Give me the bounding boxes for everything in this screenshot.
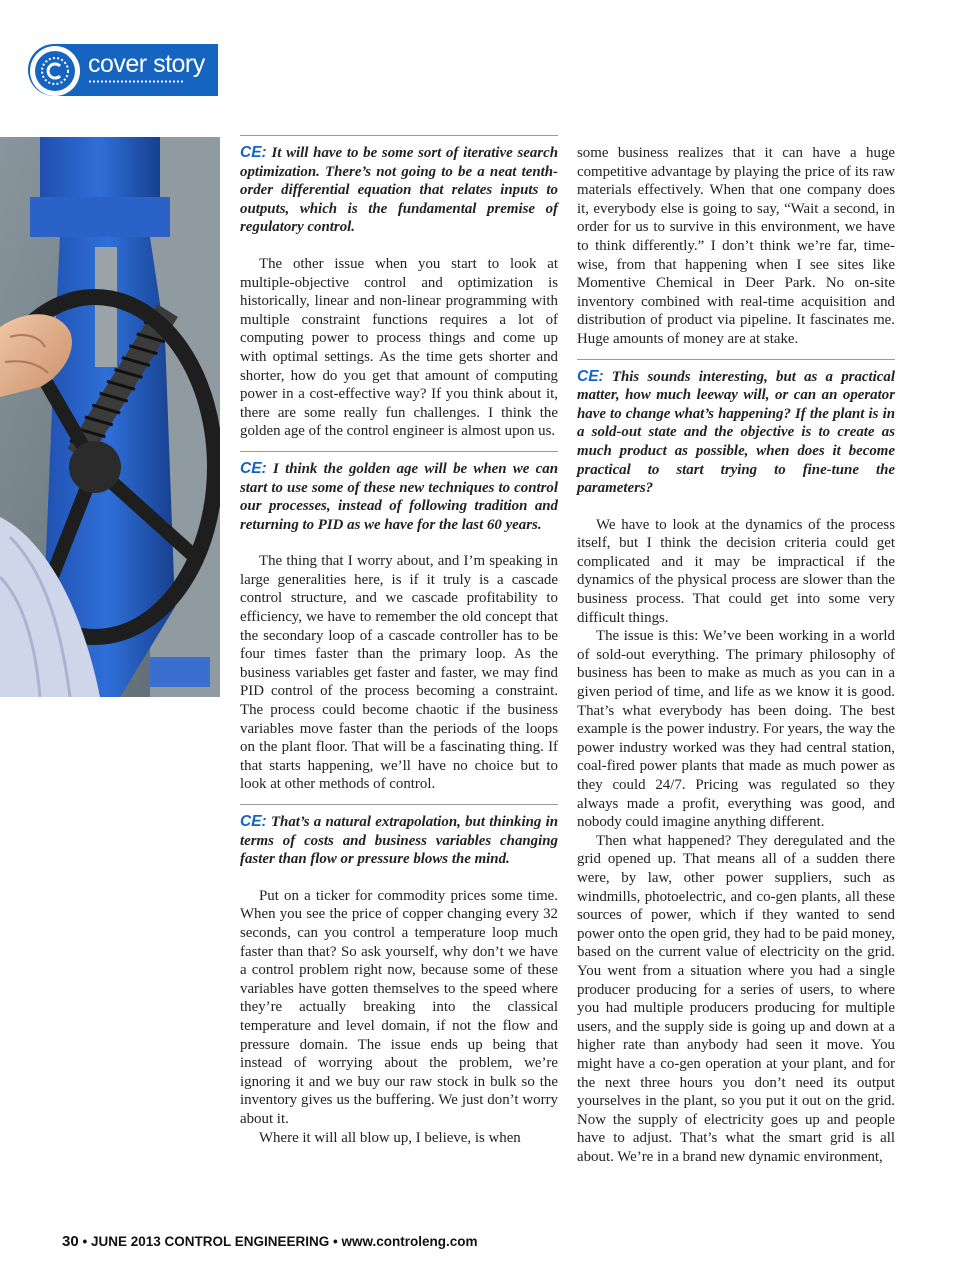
ce-tag: CE: (240, 813, 267, 830)
right-column (577, 135, 895, 1166)
section-label: cover story (88, 50, 205, 78)
ce-tag: CE: (577, 367, 604, 385)
interview-question (240, 144, 558, 237)
footer-bullet: • (82, 1234, 88, 1249)
page-footer (62, 1233, 478, 1250)
answer-paragraph: Where it will all blow up, I believe, is when (259, 1129, 521, 1146)
question-text: This sounds interesting, but as a practical matter, how much leeway will, or can an operator have to change what’s happening? If the plant is in a sold-out state and the objective is to create as much product as possible, when does it become practical to start trying to fine-tune the parameters? (577, 368, 895, 497)
question-text: It will have to be some sort of iterative search optimization. There’s not going to be a neat tenth-order differential equation that relates inputs to outputs, which is the fundamental premise of regulatory control. (240, 145, 558, 236)
valve-wheel-photo (0, 137, 220, 697)
interview-question (240, 460, 558, 534)
divider (240, 804, 558, 805)
interview-question (577, 368, 895, 498)
divider (577, 359, 895, 360)
control-engineering-logo-icon (38, 54, 72, 88)
question-text: I think the golden age will be when we can start to use some of these new techniques to control our processes, instead of following tradition and returning to PID as we have for the last 60 years. (240, 460, 558, 533)
answer-paragraph: The other issue when you start to look at multiple-objective control and optimization is historically, linear and non-linear programming with multiple constraint functions requires a lot of computing power to process things and come up with optimal settings. As the time gets shorter and shorter, how do you get that amount of computing power in a cost-effective way? If you think about it, there are some really fun challenges. I think the golden age of the control engineer is almost upon us. (240, 255, 558, 440)
interview-question (240, 813, 558, 869)
badge-dotted-underline (88, 80, 184, 83)
ce-tag: CE: (240, 144, 267, 161)
hand-on-valve-wheel-icon (0, 137, 220, 697)
website-url: www.controleng.com (341, 1234, 478, 1249)
left-column (240, 135, 558, 1147)
answer-paragraph: We have to look at the dynamics of the process itself, but I think the decision criteria could get complicated and it may be impractical if the dynamics of the physical process are slower than the business process. That could get into some very difficult things. (577, 516, 895, 626)
question-text: That’s a natural extrapolation, but thinking in terms of costs and business variables changing faster than flow or pressure blows the mind. (240, 814, 559, 868)
ce-tag: CE: (240, 459, 267, 477)
page-number: 30 (62, 1233, 79, 1250)
divider (240, 135, 558, 136)
answer-paragraph: The thing that I worry about, and I’m speaking in large generalities here, is if it truly is a cascade control structure, and we cascade profitability to efficiency, we have to remember the old concept that the secondary loop of a cascade controller has to be four times faster than the primary loop. As the business variables get faster and faster, we may find PID control of the process becoming a constraint. The process could become chaotic if the business variables move faster than the periods of the loops on the plant floor. That will be a fascinating thing. If that starts happening, we’ll have no choice but to look at other methods of control. (240, 553, 558, 793)
answer-paragraph: some business realizes that it can have a huge competitive advantage by playing the price of its raw materials effectively. When that one company does it, everybody else is going to say, “Wait a second, in order for us to survive in this environment, we have to think differently.” I don’t think we’re far, time-wise, from that happening when I see sites like Momentive Chemical in Deer Park. No on-site inventory combined with real-time acquisition and distribution of product via pipeline. It fascinates me. Huge amounts of money are at stake. (577, 145, 895, 347)
answer-paragraph: The issue is this: We’ve been working in a world of sold-out everything. The primary philosophy of business has been to make as much as you can in a given period of time, and life as we know it is good. That’s what everybody has been doing. The best example is the power industry. For years, the way the power industry worked was they had central station, coal-fired power plants that made as much power as they could 24/7. Pricing was regulated so they always made a profit, everything was good, and nobody could imagine anything different. (577, 628, 895, 831)
answer-paragraph: Put on a ticker for commodity prices some time. When you see the price of copper changing every 32 seconds, can you control a temperature loop much faster than that? So ask yourself, why don’t we have a control problem right now, because some of these variables have gotten themselves to the speed where they’re actually breaking into the classical temperature and level domain, if not the flow and pressure domain. The issue ends up being that instead of worrying about the problem, we’re ignoring it and we buy our raw stock in bulk so the inventory gives us the buffering. We just don’t worry about it. (240, 887, 558, 1127)
footer-bullet: • (333, 1234, 338, 1249)
answer-paragraph: Then what happened? They deregulated and the grid opened up. That means all of a sudden there were, by law, other power suppliers, such as windmills, photoelectric, and co-gen plants, all these sources of power, which if they wanted to send power onto the open grid, they had to be paid money, based on the current value of electricity on the grid. You went from a situation where you had a single producer producing for a series of users, to where you had multiple producers producing for multiple users, and the supply side is going up and down at a higher rate than anybody had seen it move. You might have a co-gen operation at your plant, and for the next three hours you don’t need its output yourselves in the plant, so you put it out on the grid. Now the supply of electricity goes up and people have to adjust. That’s what the smart grid is all about. We’re in a brand new dynamic environment, (577, 832, 895, 1165)
issue-label: JUNE 2013 CONTROL ENGINEERING (90, 1234, 330, 1249)
divider (240, 451, 558, 452)
